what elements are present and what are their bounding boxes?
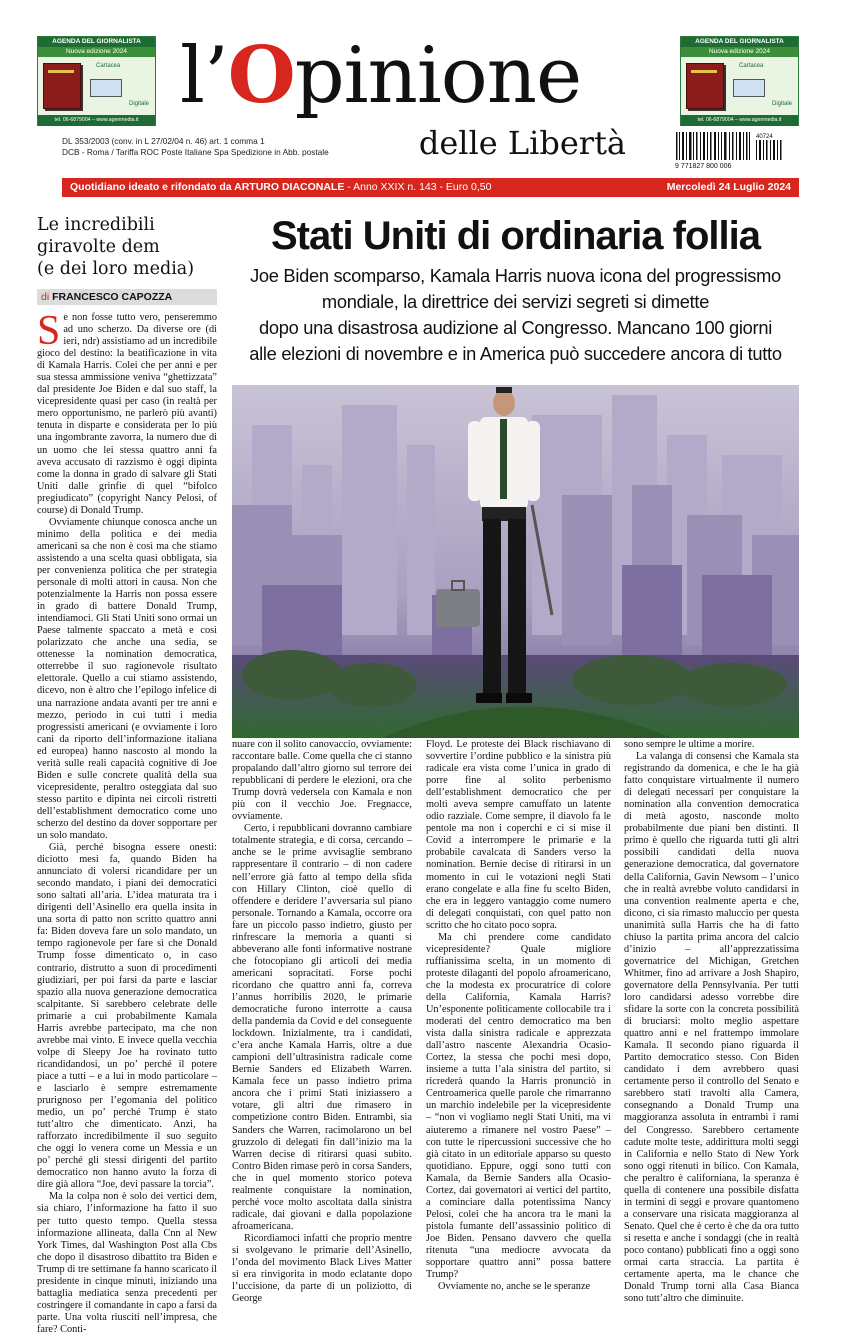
falling-down-scene-image xyxy=(232,385,799,738)
main-photo xyxy=(232,385,799,738)
column-4-continued xyxy=(624,739,799,1305)
ad-edition: Nuova edizione 2024 xyxy=(681,47,798,57)
paragraph: Ovviamente chiunque conosca anche un minimo della politica e dei media americani sa che non è così ma che stiamo assistendo a una scelta quasi obbligata, sia per convenienza politica che per strategia personale di molti attori in causa. Non che potenzialmente la Harris non possa essere in grado di battere Donald Trump, intendiamoci. Gli Stati Uniti sono ormai un Paese talmente spaccato a metà e così polarizzato che anche una sedia, se ottenesse la nomination democratica, otterrebbe il suo ragionevole risultato elettorale. Quello a cui stiamo assistendo, dicevo, non è altro che l’epilogo infelice di una narrazione andata avanti per tre anni e mezzo, periodo in cui tutti i media progressisti americani (e ovviamente i loro cani da riporto dell’informazione italiana ed europea) hanno nascosto al mondo la verità sulle reali capacità cognitive di Joe Biden e sulle concrete qualità della sua vicepresidente, peraltro osteggiata dal suo stesso partito e dipinta nei circoli ristretti dell’establishment democratico come uno scherzo del destino da dover sopportare per un solo mandato. xyxy=(37,516,217,842)
left-headline-line-1: Le incredibili xyxy=(37,215,155,235)
devices-image xyxy=(90,79,122,97)
ad-digitale: Digitale xyxy=(771,101,792,107)
legal-line-2: DCB - Roma / Tariffa ROC Poste Italiane Spa Spedizione in Abb. postale xyxy=(62,147,329,157)
subheadline-line-1: Joe Biden scomparso, Kamala Harris nuova icona del progressismo xyxy=(250,265,781,286)
paragraph xyxy=(37,308,217,517)
logo-red-o: O xyxy=(227,30,295,121)
byline-author: FRANCESCO CAPOZZA xyxy=(52,291,173,303)
ad-cartacea: Cartacea xyxy=(739,63,764,69)
main-subheadline xyxy=(232,263,799,367)
paragraph: Certo, i repubblicani dovranno cambiare totalmente strategia, e di corsa, cercando – anche se le prime avvisaglie sembrano rappresentare il contrario – di non cadere nell’errore già fatto al tempo della sfida con Hillary Clinton, cioè quello di offendere e deridere l’avversaria sul piano personale. Tornando a Kamala, occorre ora fare un piccolo passo indietro, giusto per rinfrescare la memoria a quanti si abbeverano alle fonti informative nostrane che fotocopiano gli articoli dei media americani sopracitati. Forse pochi ricordano che quattro anni fa, correva l’annus horribilis 2020, le primarie democratiche furono interrotte a causa della pandemia da Covid e del conseguente lockdown. Inizialmente, tra i candidati, c’era anche Kamala Harris, oltre a due campioni dell’ultrasinistra radicale come Bernie Sanders ed Elizabeth Warren. Kamala fece un passo indietro prima ancora che i primi Stati iniziassero a votare, gli altri due rimasero in competizione contro Biden. Entrambi, sia Sanders che Warren, racimolarono un bel gruzzolo di delegati fin dall’inizio ma la Warren decise di ritirarsi quasi subito. Contro Biden rimase però in corsa Sanders, che in quel momento storico poteva realmente conquistare la nomination, perché voce molto ascoltata dalla sinistra radicale, dai giovani e dalla popolazione afroamericana. xyxy=(232,823,412,1232)
paragraph: Ricordiamoci infatti che proprio mentre si svolgevano le primarie dell’Asinello, l’onda del movimento Black Lives Matter si era rinvigorita in modo eclatante dopo l’uccisione, da parte di un poliziotto, di George xyxy=(232,1232,412,1305)
left-article-headline[interactable] xyxy=(37,214,217,280)
ad-cartacea: Cartacea xyxy=(96,63,121,69)
left-headline-line-3: (e dei loro media) xyxy=(37,259,195,279)
strip-date: Mercoledì 24 Luglio 2024 xyxy=(666,181,791,193)
ad-contact: tel. 06-6879004 – www.agenmedia.it xyxy=(38,115,155,126)
subheadline-line-4: alle elezioni di novembre e in America può succedere ancora di tutto xyxy=(249,343,782,364)
paragraph-text: e non fosse tutto vero, penseremmo ad uno scherzo. Da diverse ore (di ieri, ndr) assistiamo ad un incredibile gioco del destino: la beatificazione in vita di Kamala Harris. Colei che per anni e per sua stessa ammissione veniva “ghettizzata” dal presidente Joe Biden e dal suo staff, la vicepresidente quasi per caso (in realtà per mero opportunismo, ne parlerò più avanti) tenuta in disparte e considerata per lo più una ingombrante zavorra, la numero due di un uomo che lei stessa quattro anni fa aveva accusato di razzismo è oggi dipinta come la donna in grado di salvare gli Stati Uniti dalle grinfie di quel “bifolco pregiudicato” (copyright Nancy Pelosi, of course) di Donald Trump. xyxy=(37,312,217,516)
paragraph: Ovviamente no, anche se le speranze xyxy=(438,1281,591,1293)
byline-prefix: di xyxy=(41,291,53,303)
main-headline[interactable]: Stati Uniti di ordinaria follia xyxy=(270,214,761,258)
paragraph: Già, perché bisogna essere onesti: diciotto mesi fa, quando Biden ha annunciato di volersi ricandidare per un secondo mandato, i piani dei democratici sono saltati all’aria. L’idea maturata tra i dirigenti dell’Asinello era quella insita in una sorta di patto non scritto quattro anni fa: Biden doveva fare un solo mandato, un tempo ragionevole per fare sì che Donald Trump fosse dimenticato o, in caso contrario, distrutto a suon di procedimenti giudiziari, per poi farsi da parte e lasciar spazio alla nuova generazione democratica scalpitante. Si sarebbero celebrate delle primarie a cui probabilmente Kamala Harris avrebbe partecipato, ma che non avrebbe mai vinto. E invece quella vecchia volpe di Sleepy Joe ha rovinato tutto ricandidandosi, un po’ perché il potere piace a tutti – e a lui in modo particolare – e lasciarlo è sempre estremamente prurignoso per l’egomania del politico medio, un po’ perché Trump è stato tutt’altro che dimenticato. Anzi, ha rafforzato incredibilmente il suo seguito che oggi lo venera come un Messia e un po’ perché gli stessi dirigenti del partito democratico non hanno avuto la forza di dire già allora “Joe, devi passare la torcia”. xyxy=(37,842,217,1191)
ad-agenda-right[interactable] xyxy=(680,36,799,126)
strip-founder: Quotidiano ideato e rifondato da ARTURO DIACONALE xyxy=(70,181,345,193)
paragraph: Ma chi prendere come candidato vicepresidente? Quale migliore ruffianissima scelta, in un momento di proteste dilaganti del popolo afroamericano, che la modesta ex procuratrice di colore della California, Kamala Harris? Un’esponente politicamente collocabile tra i moderati del centro democratico ma ben vista dalla sinistra radicale e apprezzata dall’astro nascente Alexandria Ocasio-Cortez, la stessa che pochi mesi dopo, insieme a tutta l’ala sinistra del partito, si ricrederà quando la Harris pronunciò in Centroamerica quelle parole che rimarranno un marchio indelebile per la vicepresidente – “non vi vogliamo negli Stati Uniti, ma vi aiuteremo a rimanere nel vostro Paese” – con tutte le ripercussioni successive che ho già citato in un editoriale apparso su questo quotidiano. Eppure, oggi sono tutti con Kamala, da Bernie Sanders alla Ocasio-Cortez, dai governatori ai vertici del partito, a cominciare dalla potentissima Nancy Pelosi, colei che ha ancora tra le mani la pistola fumante dell’assassinio politico di Joe Biden. Pensano davvero che quella ritenuta “una mediocre avvocata da sopportare quattro anni” possa battere Trump? xyxy=(426,931,611,1281)
legal-notice xyxy=(62,136,329,158)
ad-body xyxy=(38,57,155,115)
ad-edition: Nuova edizione 2024 xyxy=(38,47,155,57)
logo-line-1 xyxy=(180,30,581,121)
book-cover-image xyxy=(686,63,724,109)
ad-title: AGENDA DEL GIORNALISTA xyxy=(38,37,155,47)
barcode-issue: 40724 xyxy=(756,134,773,140)
book-cover-image xyxy=(43,63,81,109)
dropcap: S xyxy=(37,308,61,354)
left-article-body xyxy=(37,308,217,1335)
paragraph: nuare con il solito canovaccio, ovviamente: raccontare balle. Come quella che ci stanno propalando dall’altro giorno sul terrore dei repubblicani di perdere le elezioni, ora che Trump dovrà vedersela con Kamala e non più con il vecchio Joe. Fregnacce, ovviamente. xyxy=(232,739,412,823)
paragraph: La valanga di consensi che Kamala sta registrando da domenica, e che le ha già fatto conquistare virtualmente il numero di delegati necessari per conquistare la nomination alla convention democratica di metà agosto, nasconde molto probabilmente due piani ben distinti. Il primo è quello che riguarda tutti gli altri possibili candidati della nuova generazione democratica, dal governatore della California, Gavin Newsom – l’unico che in realtà avrebbe voluto candidarsi in una convention realmente aperta e che, dicono, ci sia rimasto maluccio per questa unanimità sulla Harris che ha di fatto chiuso la partita prima ancora del calcio d’inizio – all’apprezzatissima governatrice del Michigan, Gretchen Whitmer, fino ad arrivare a Josh Shapiro, governatore della Pennsylvania. Per tutti loro candidarsi adesso vorrebbe dire sfidare la sorte con la concreta possibilità di bruciarsi: molto meglio aspettare quattro anni e nel frattempo immolare Kamala. Il secondo piano riguarda il Partito democratico stesso. Con Biden candidato i dem avrebbero quasi certamente perso il controllo del Senato e sarebbero stati travolti alla Camera, consegnando a Donald Trump una maggioranza assoluta in entrambi i rami del Congresso. Sarebbero certamente cadute molte teste, addirittura molti seggi in California e nello Stato di New York sono oggi ritenuti in bilico. Con Kamala, che peraltro è californiana, la speranza è quella di contenere una possibile disfatta in termini di seggi e provare quantomeno a conservare una risicata maggioranza al Senato. Quel che è certo è che da ora tutto si resetta e anche i sondaggi (che in realtà poco contano) pubblicati fino a oggi sono ormai carta straccia. La partita è certamente aperta, ma le chance che Donald Trump torni alla Casa Bianca sono tutt’altro che diminuite. xyxy=(624,751,799,1305)
paragraph: sono sempre le ultime a morire. xyxy=(624,739,755,750)
left-article-byline xyxy=(37,289,217,305)
ad-digitale: Digitale xyxy=(128,101,149,107)
paragraph: Ma la colpa non è solo dei vertici dem, sia chiaro, l’informazione ha fatto il suo per tutto questo tempo. Quella stessa informazione allineata, dalla Cnn al New York Times, dal Washington Post alla Cbs che dopo il disastroso dibattito tra Biden e Trump di tre settimane fa hanno scaricato il presidente in cinque minuti, iniziando una battaglia mediatica senza precedenti per costringere il comandante in capo a farsi da parte. Una volta riusciti nell’impresa, che fare? Conti- xyxy=(37,1191,217,1335)
logo-apostrophe: l’ xyxy=(180,31,228,121)
legal-line-1: DL 353/2003 (conv. in L 27/02/04 n. 46) art. 1 comma 1 xyxy=(62,136,265,146)
logo-line-2: delle Libertà xyxy=(418,124,626,162)
subheadline-line-3: dopo una disastrosa audizione al Congresso. Mancano 100 giorni xyxy=(259,317,772,338)
column-3 xyxy=(426,739,611,1293)
ad-title: AGENDA DEL GIORNALISTA xyxy=(681,37,798,47)
ad-body xyxy=(681,57,798,115)
strip-edition: - Anno XXIX n. 143 - Euro 0,50 xyxy=(344,181,492,193)
ad-contact: tel. 06-6879004 – www.agenmedia.it xyxy=(681,115,798,126)
subheadline-line-2: mondiale, la direttrice dei servizi segreti si dimette xyxy=(321,291,710,312)
left-headline-line-2: giravolte dem xyxy=(37,237,160,257)
column-2 xyxy=(232,739,412,1305)
strip-left xyxy=(70,178,491,197)
barcode xyxy=(674,132,786,170)
logo-pinione: pinione xyxy=(294,31,582,121)
barcode-number: 9 771827 800 006 xyxy=(675,163,732,170)
ad-agenda-left[interactable] xyxy=(37,36,156,126)
edition-strip xyxy=(62,178,799,197)
devices-image xyxy=(733,79,765,97)
paragraph: Floyd. Le proteste dei Black rischiavano di sovvertire l’ordine pubblico e la sinistra più radicale era vista come l’unica in grado di porre fine al solito perbenismo dell’establishment democratico che per molti aveva sempre camuffato un latente odio razziale. Come sempre, il diavolo fa le pentole ma non i coperchi e ci si mise il Covid a interrompere le primarie e la probabile cavalcata di Sanders verso la nomination. Bernie decise di ritirarsi in un momento in cui le votazioni negli Stati erano congelate e alla fine fu scelto Biden, che era in leggero vantaggio come numero di delegati conquistati, con quel patto non scritto che ho citato poco sopra. xyxy=(426,739,611,931)
